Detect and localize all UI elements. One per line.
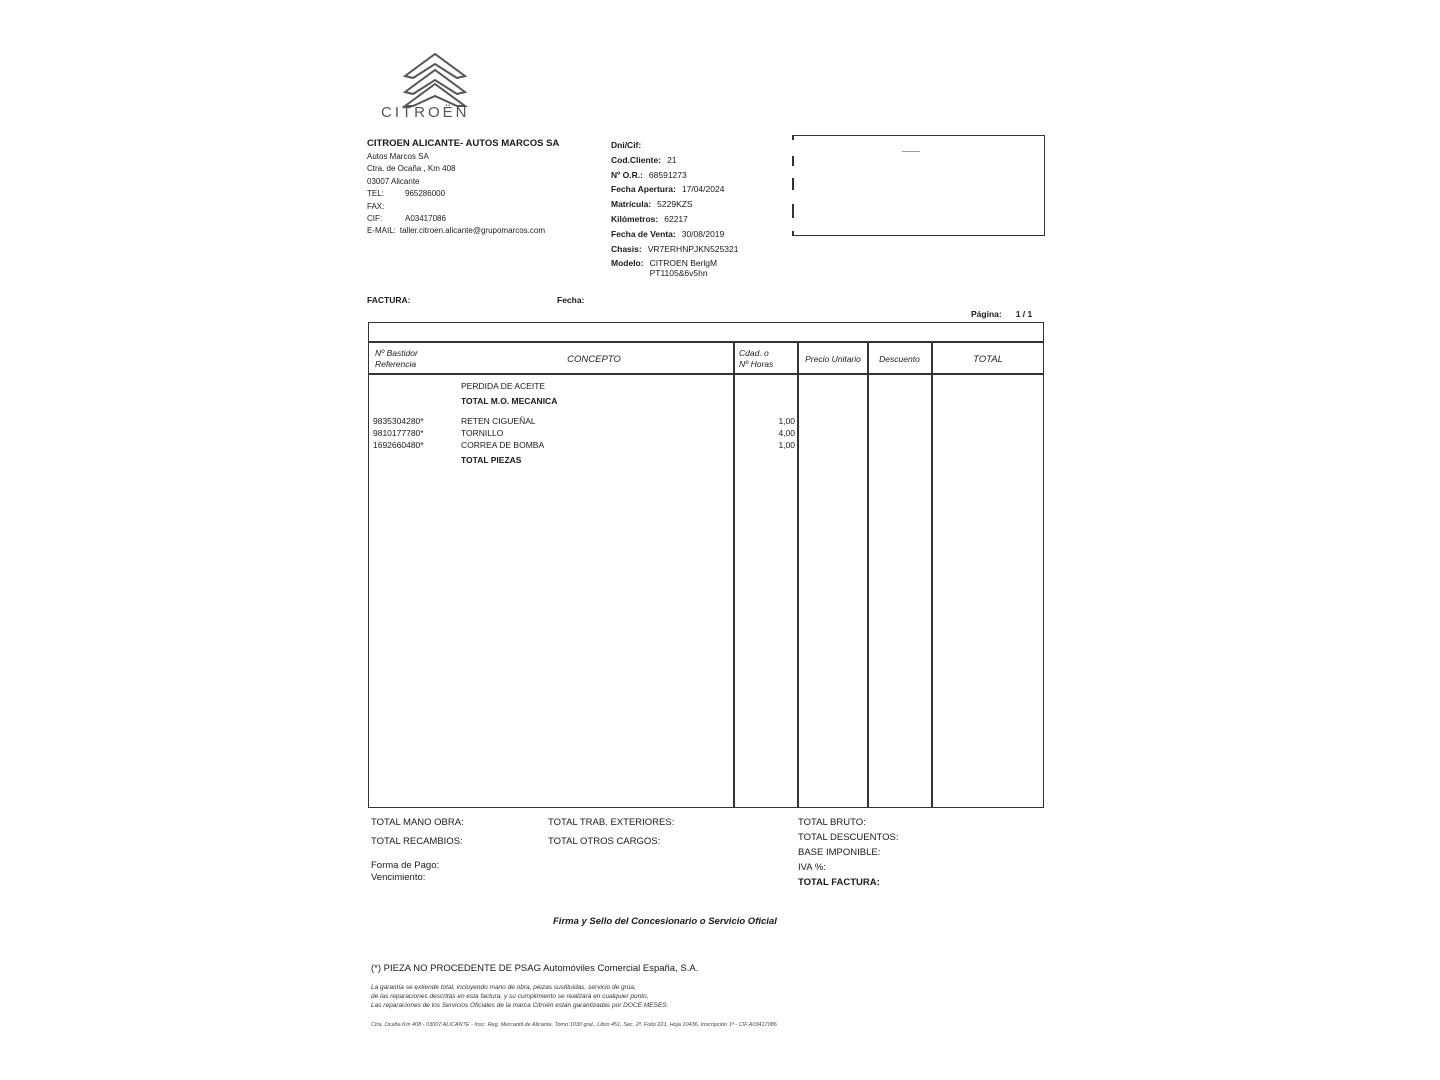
- row-cantidad: 4,00: [778, 428, 795, 438]
- warranty-line: Las reparaciones de los Servicios Oficiales de la marca Citroën están garantizadas por DOCE MESES.: [371, 1002, 669, 1009]
- box-corner-top: [792, 136, 794, 140]
- fax-label: FAX:: [367, 201, 385, 211]
- table-row: [373, 415, 424, 451]
- warranty-line: La garantía se extiende total, incluyendo mano de obra, piezas sustituidas, servicio de grúa,: [371, 984, 636, 991]
- totals-left: [371, 815, 464, 849]
- email-label: E-MAIL:: [367, 226, 396, 236]
- table-header-divider: [369, 373, 1043, 375]
- col-header-ref-line1: Nº Bastidor: [375, 348, 418, 358]
- dealer-line: Autos Marcos SA: [367, 152, 429, 161]
- modelo-label: Modelo:: [611, 258, 644, 269]
- cif-value: A03417086: [405, 214, 446, 224]
- payment-info: [371, 860, 439, 884]
- box-corner-bottom: [792, 231, 794, 235]
- citroen-chevrons-logo: [395, 48, 475, 108]
- signature-caption: Firma y Sello del Concesionario o Servicio Oficial: [553, 916, 777, 927]
- redacted-mark: [902, 151, 920, 152]
- client-address-box: [792, 135, 1045, 236]
- col-header-descuento: Descuento: [879, 354, 920, 364]
- dealer-line: 03007 Alicante: [367, 176, 420, 186]
- dealer-line: Ctra. de Ocaña , Km 408: [367, 164, 456, 174]
- total-trab-exteriores: TOTAL TRAB. EXTERIORES:: [548, 817, 675, 828]
- line-items-table: [368, 322, 1044, 808]
- brand-wordmark: CITROËN: [381, 104, 470, 121]
- tel-value: 965286000: [405, 189, 446, 199]
- dni-label: Dni/Cif:: [611, 140, 642, 150]
- fecha-venta-label: Fecha de Venta:: [611, 228, 676, 239]
- row-ref: 9835304280*: [373, 416, 424, 426]
- col-header-ref: [375, 348, 418, 370]
- matricula-label: Matrícula:: [611, 199, 652, 210]
- row-cantidad: 1,00: [778, 416, 795, 426]
- total-otros-cargos: TOTAL OTROS CARGOS:: [548, 836, 661, 847]
- email-value: taller.citroen.alicante@grupomarcos.com: [399, 226, 545, 236]
- page-indicator: [971, 309, 1032, 319]
- table-row: [749, 415, 795, 451]
- cod-cliente-label: Cod.Cliente:: [611, 154, 662, 165]
- table-top-divider: [369, 341, 1043, 343]
- base-imponible: BASE IMPONIBLE:: [798, 847, 881, 858]
- chasis-label: Chasis:: [611, 243, 642, 254]
- fecha-venta-value: 30/08/2019: [681, 228, 725, 239]
- row-cantidad: 1,00: [778, 440, 795, 450]
- total-mo-line: TOTAL M.O. MECANICA: [461, 396, 558, 406]
- legal-line: Ctra. Ocaña Km 408 - 03007 ALICANTE - Insc. Reg. Mercantil de Alicante, Tomo 1030 gral., Libro 451, Sec. 2ª, Folio 221, Hoja 10436, Inscripción 1ª - CIF A03417086: [371, 1022, 777, 1028]
- or-label: Nº O.R.:: [611, 169, 643, 180]
- forma-pago: Forma de Pago:: [371, 860, 440, 871]
- dealer-name: CITROEN ALICANTE- AUTOS MARCOS SA: [367, 138, 560, 149]
- col-header-concepto: CONCEPTO: [567, 354, 621, 365]
- box-tick: [792, 156, 794, 166]
- modelo-value-2: PT1105&6v5hn: [649, 268, 708, 279]
- col-header-total: TOTAL: [973, 354, 1003, 365]
- kilometros-value: 62217: [664, 213, 688, 224]
- matricula-value: 5229KZS: [657, 199, 693, 210]
- row-concepto: TORNILLO: [461, 428, 504, 438]
- total-mano-obra: TOTAL MANO OBRA:: [371, 817, 464, 828]
- total-piezas-line: TOTAL PIEZAS: [461, 455, 522, 465]
- or-value: 68591273: [648, 169, 687, 180]
- col-divider: [931, 342, 933, 807]
- chasis-value: VR7ERHNPJKN525321: [647, 243, 739, 254]
- row-concepto: RETEN CIGUEÑAL: [461, 416, 536, 426]
- vehicle-info: [611, 138, 738, 278]
- box-tick: [792, 178, 794, 190]
- col-header-cant-line1: Cdad. o: [739, 348, 769, 358]
- tel-label: TEL:: [367, 189, 384, 199]
- col-divider: [733, 342, 735, 807]
- fecha-apertura-label: Fecha Apertura:: [611, 184, 676, 195]
- table-row: [461, 415, 544, 451]
- total-descuentos: TOTAL DESCUENTOS:: [798, 832, 899, 843]
- col-divider: [867, 342, 869, 807]
- row-concepto: CORREA DE BOMBA: [461, 440, 545, 450]
- row-ref: 9810177780*: [373, 428, 424, 438]
- fecha-label: Fecha:: [557, 295, 585, 305]
- pagina-value: 1 / 1: [1015, 309, 1033, 319]
- total-recambios: TOTAL RECAMBIOS:: [371, 836, 463, 847]
- dealer-address: [367, 151, 545, 238]
- col-header-precio: Precio Unitario: [805, 354, 861, 364]
- iva: IVA %:: [798, 862, 826, 873]
- cod-cliente-value: 21: [667, 154, 677, 165]
- box-tick: [792, 204, 794, 218]
- total-bruto: TOTAL BRUTO:: [798, 817, 866, 828]
- col-header-ref-line2: Referencia: [375, 359, 417, 369]
- factura-label: FACTURA:: [367, 295, 411, 305]
- totals-middle: [548, 815, 674, 849]
- col-header-cantidad: [739, 348, 773, 370]
- kilometros-label: Kilómetros:: [611, 213, 659, 224]
- fecha-apertura-value: 17/04/2024: [681, 184, 725, 195]
- row-ref: 1692660480*: [373, 440, 424, 450]
- warranty-line: de las reparaciones descritas en esta factura, y su cumplimiento se realizará en cualquier punto,: [371, 993, 649, 1000]
- total-factura: TOTAL FACTURA:: [798, 877, 880, 888]
- pieza-note: (*) PIEZA NO PROCEDENTE DE PSAG Automóviles Comercial España, S.A.: [371, 963, 699, 974]
- vencimiento: Vencimiento:: [371, 872, 426, 883]
- pagina-label: Página:: [971, 309, 1002, 319]
- col-divider: [797, 342, 799, 807]
- cif-label: CIF:: [367, 214, 383, 224]
- concept-header: PERDIDA DE ACEITE: [461, 381, 546, 391]
- col-header-cant-line2: Nº Horas: [739, 359, 774, 369]
- totals-right: [798, 815, 898, 890]
- modelo-value-1: CITROEN BerlgM: [649, 258, 718, 269]
- warranty-text: [371, 983, 668, 1010]
